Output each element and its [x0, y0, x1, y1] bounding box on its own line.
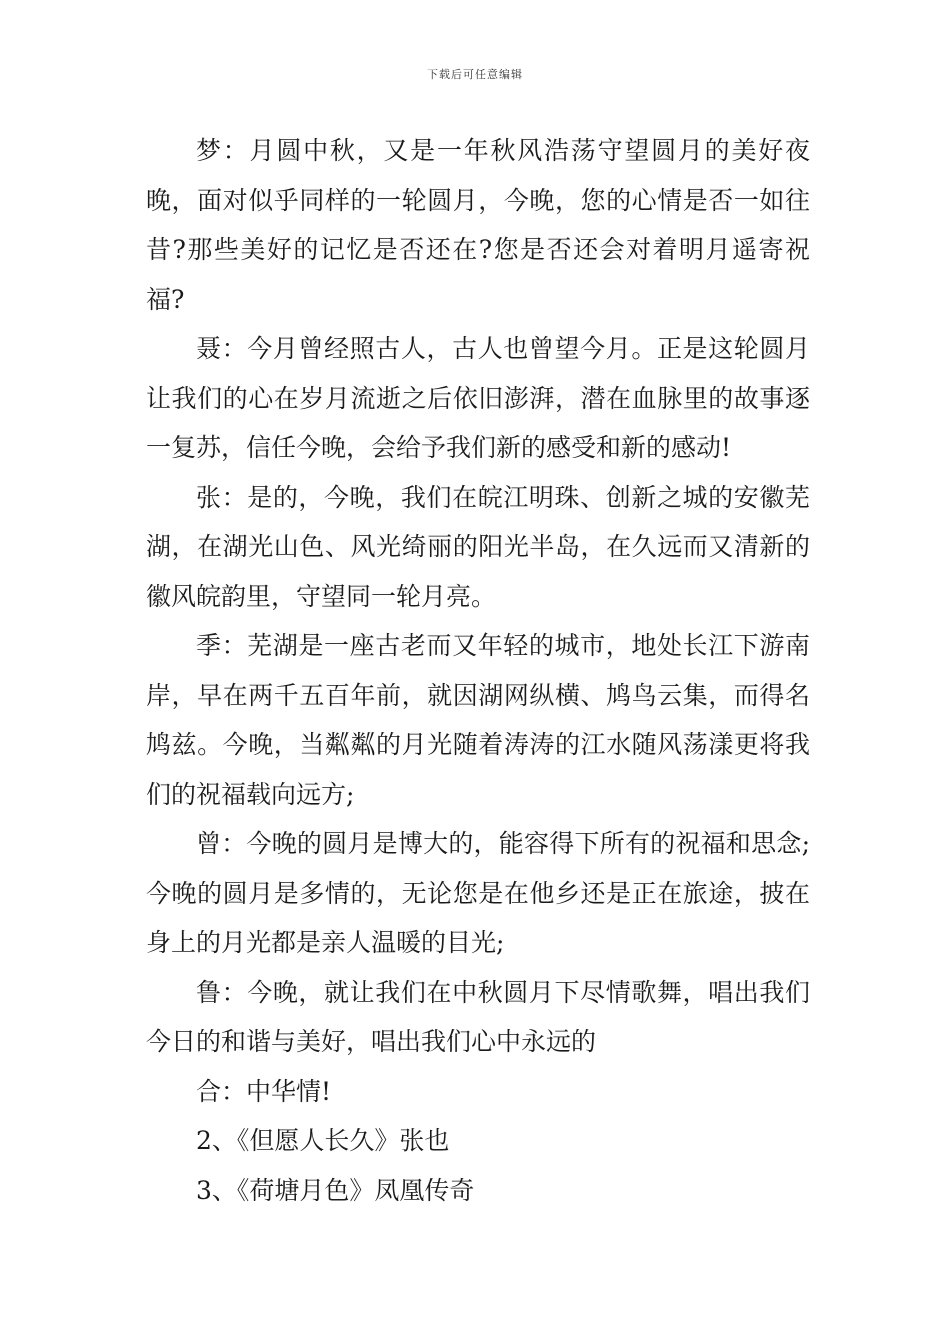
document-body — [146, 126, 810, 1215]
program-item-2: 2、《但愿人长久》张也 — [196, 1126, 450, 1155]
paragraph-lu: 鲁：今晚，就让我们在中秋圆月下尽情歌舞，唱出我们今日的和谐与美好，唱出我们心中永远的 — [146, 977, 810, 1056]
program-item-3: 3、《荷塘月色》凤凰传奇 — [196, 1175, 475, 1205]
paragraph-ji: 季：芜湖是一座古老而又年轻的城市，地处长江下游南岸，早在两千五百年前，就因湖网纵横、鸠鸟云集，而得名鸠兹。今晚，当粼粼的月光随着涛涛的江水随风荡漾更将我们的祝福载向远方; — [146, 631, 810, 809]
page-header: 下载后可任意编辑 — [427, 68, 523, 81]
paragraph-zeng: 曾：今晚的圆月是博大的，能容得下所有的祝福和思念;今晚的圆月是多情的，无论您是在他乡还是正在旅途，披在身上的月光都是亲人温暖的目光; — [146, 829, 810, 957]
paragraph-zhang: 张：是的，今晚，我们在皖江明珠、创新之城的安徽芜湖，在湖光山色、风光绮丽的阳光半岛，在久远而又清新的徽风皖韵里，守望同一轮月亮。 — [146, 482, 810, 611]
paragraph-he: 合：中华情! — [196, 1076, 332, 1106]
paragraph-meng: 梦：月圆中秋，又是一年秋风浩荡守望圆月的美好夜晚，面对似乎同样的一轮圆月，今晚，您的心情是否一如往昔?那些美好的记忆是否还在?您是否还会对着明月遥寄祝福? — [146, 136, 810, 314]
paragraph-nie: 聂：今月曾经照古人，古人也曾望今月。正是这轮圆月让我们的心在岁月流逝之后依旧澎湃，潜在血脉里的故事逐一复苏，信任今晚，会给予我们新的感受和新的感动! — [146, 334, 810, 462]
